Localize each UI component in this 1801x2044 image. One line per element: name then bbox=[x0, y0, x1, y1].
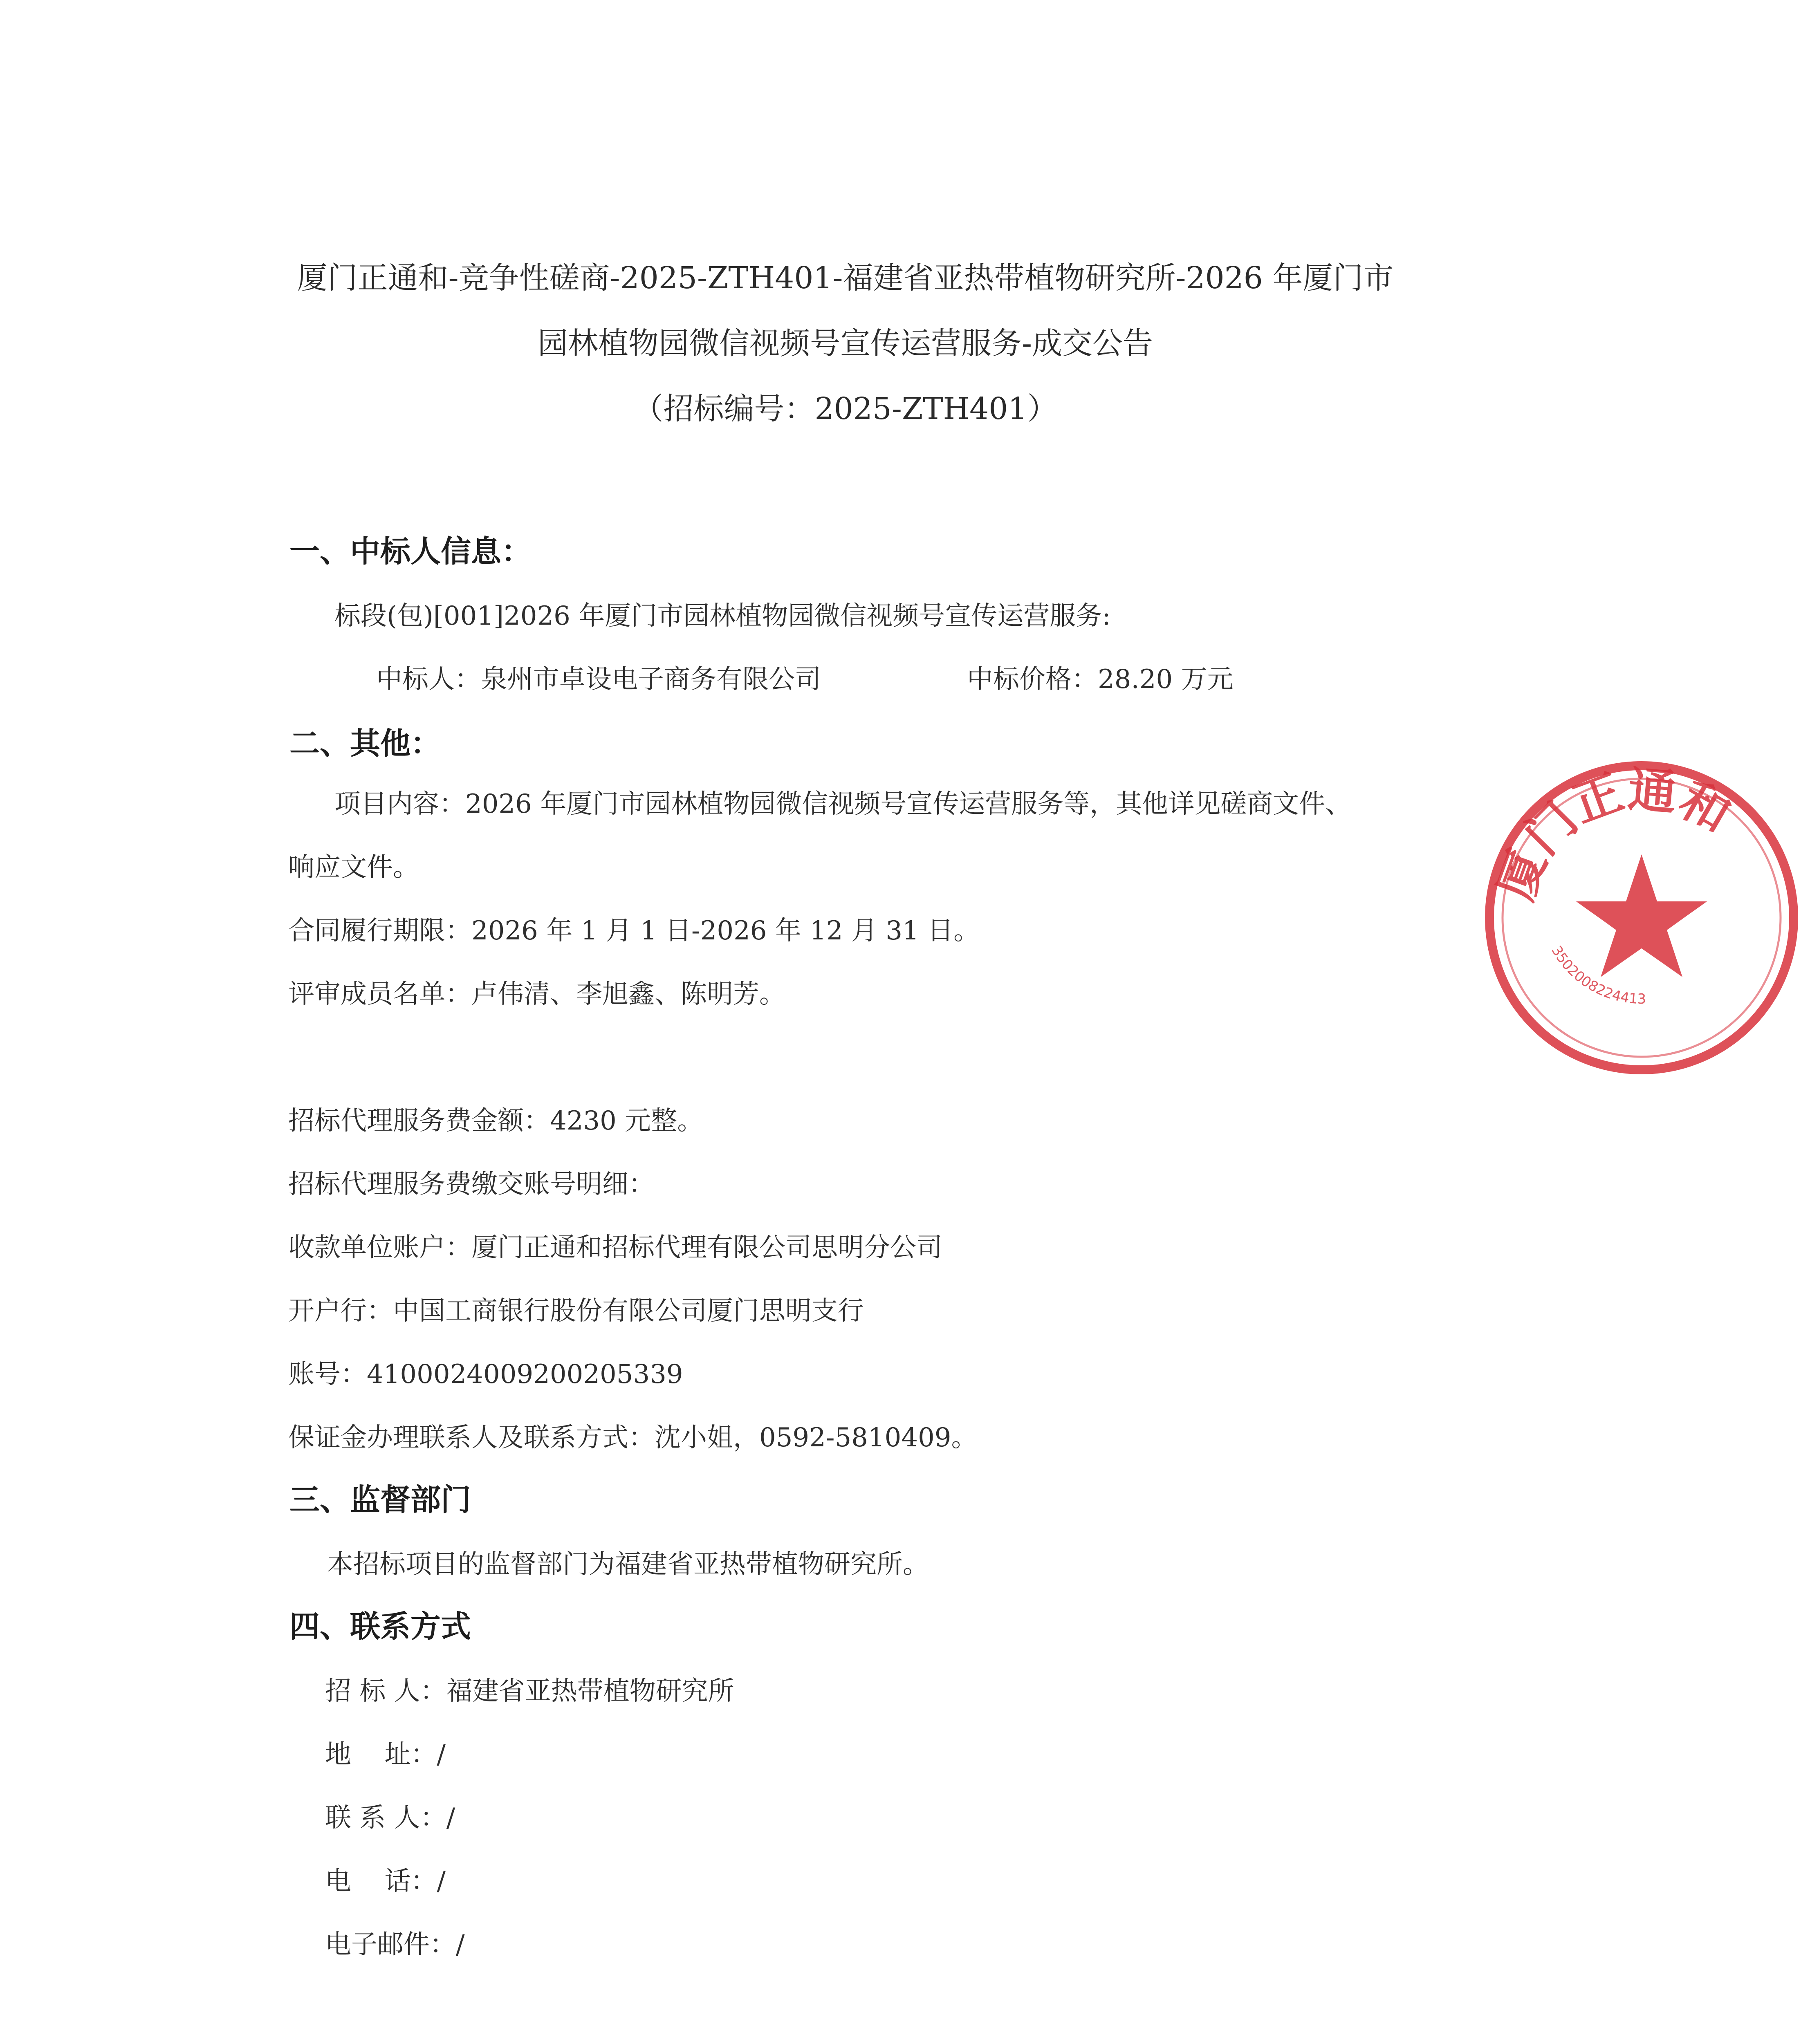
fee-account-title: 招标代理服务费缴交账号明细： bbox=[288, 1169, 655, 1199]
payee-account: 收款单位账户：厦门正通和招标代理有限公司思明分公司 bbox=[288, 1233, 942, 1263]
winner-name: 泉州市卓设电子商务有限公司 bbox=[481, 664, 821, 695]
address-label: 地 址： bbox=[325, 1739, 437, 1770]
section-3-heading: 三、监督部门 bbox=[289, 1482, 471, 1517]
bank-name: 开户行：中国工商银行股份有限公司厦门思明支行 bbox=[288, 1296, 864, 1326]
reviewers: 评审成员名单：卢伟清、李旭鑫、陈明芳。 bbox=[288, 979, 785, 1009]
phone-row bbox=[325, 1860, 446, 1898]
email-row bbox=[325, 1923, 465, 1961]
official-seal-stamp bbox=[1482, 758, 1801, 1077]
title-line-2: 园林植物园微信视频号宣传运营服务-成交公告 bbox=[537, 326, 1153, 361]
deposit-contact: 保证金办理联系人及联系方式：沈小姐，0592-5810409。 bbox=[288, 1423, 978, 1453]
contact-value: / bbox=[446, 1803, 455, 1833]
section-2-heading: 二、其他： bbox=[289, 726, 441, 761]
document-title bbox=[0, 245, 1691, 442]
address-value: / bbox=[437, 1739, 446, 1770]
phone-label: 电 话： bbox=[325, 1866, 437, 1896]
title-line-3: （招标编号：2025-ZTH401） bbox=[633, 391, 1058, 426]
contract-period: 合同履行期限：2026 年 1 月 1 日-2026 年 12 月 31 日。 bbox=[288, 916, 980, 946]
seal-star-icon bbox=[1576, 854, 1707, 977]
contact-label: 联 系 人： bbox=[325, 1803, 446, 1833]
tenderer-value: 福建省亚热带植物研究所 bbox=[446, 1676, 734, 1706]
email-value: / bbox=[456, 1930, 465, 1960]
title-line-1: 厦门正通和-竞争性磋商-2025-ZTH401-福建省亚热带植物研究所-2026 年厦门市 bbox=[297, 260, 1394, 296]
fee-amount: 招标代理服务费金额：4230 元整。 bbox=[288, 1106, 704, 1136]
seal-arc-text: 厦门正通和 bbox=[1487, 760, 1740, 907]
account-number: 账号：4100024009200205339 bbox=[288, 1359, 683, 1390]
price-value: 28.20 万元 bbox=[1098, 664, 1234, 695]
project-content-line-2: 响应文件。 bbox=[288, 852, 419, 883]
winner-row bbox=[376, 658, 821, 696]
price-label: 中标价格： bbox=[967, 664, 1098, 695]
lot-description: 标段(包)[001]2026 年厦门市园林植物园微信视频号宣传运营服务: bbox=[334, 601, 1111, 631]
email-label: 电子邮件： bbox=[325, 1930, 456, 1960]
winner-label: 中标人： bbox=[376, 664, 481, 695]
price-row bbox=[967, 658, 1234, 696]
address-row bbox=[325, 1733, 446, 1771]
tenderer-row bbox=[325, 1670, 734, 1708]
tenderer-label: 招 标 人： bbox=[325, 1676, 446, 1706]
section-4-heading: 四、联系方式 bbox=[289, 1609, 471, 1644]
section-1-heading: 一、中标人信息： bbox=[289, 534, 532, 569]
supervision-text: 本招标项目的监督部门为福建省亚热带植物研究所。 bbox=[327, 1549, 929, 1580]
phone-value: / bbox=[437, 1866, 446, 1896]
seal-number-text: 3502008224413 bbox=[1548, 943, 1646, 1008]
contact-row bbox=[325, 1797, 455, 1834]
project-content-line-1: 项目内容：2026 年厦门市园林植物园微信视频号宣传运营服务等，其他详见磋商文件、 bbox=[334, 789, 1352, 819]
